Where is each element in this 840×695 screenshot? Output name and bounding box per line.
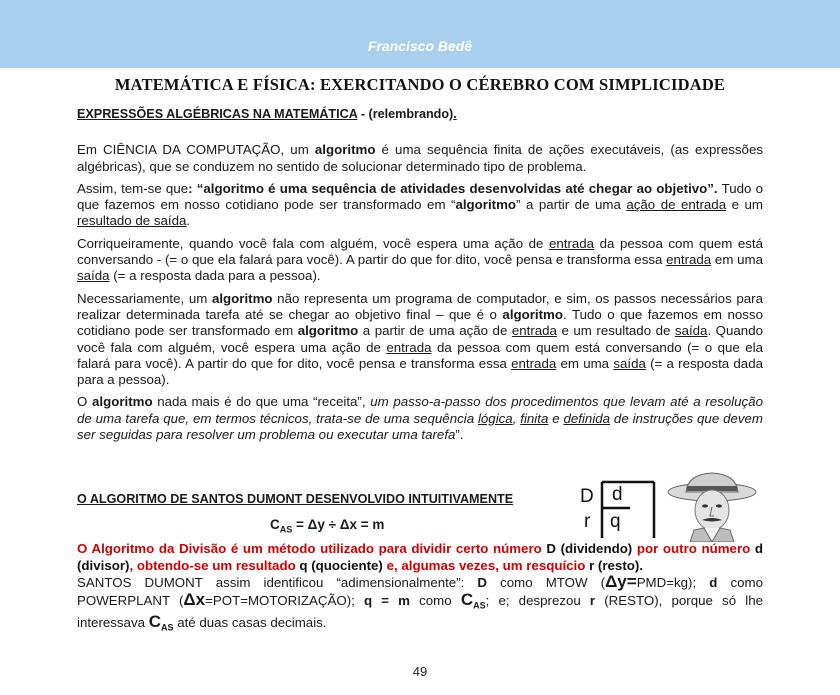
remainder-letter: r bbox=[584, 511, 591, 532]
dividend-letter: D bbox=[580, 486, 594, 507]
division-diagram bbox=[570, 480, 656, 540]
formula: $C_{AS} = \Delta y \div \Delta x = m$ bbox=[270, 517, 385, 535]
section-heading: EXPRESSÕES ALGÉBRICAS NA MATEMÁTICA - (relembrando). bbox=[77, 107, 457, 121]
quotient-letter: q bbox=[610, 511, 621, 532]
paragraph-5: O algoritmo nada mais é do que uma “receita”, um passo-a-passo dos procedimentos que levam até a resolução de uma tarefa que, em termos técnicos, trata-se de uma sequência lógica, finita e definida de instruções que devem ser seguidas para resolver um problema ou executar uma tarefa”. bbox=[77, 394, 763, 443]
santos-dumont-portrait bbox=[664, 470, 760, 542]
header-band bbox=[0, 0, 840, 68]
paragraph-division-algorithm: O Algoritmo da Divisão é um método utilizado para dividir certo número D (dividendo) por outro número d (divisor), obtendo-se um resultado q (quociente) e, algumas vezes, um resquício r (resto). bbox=[77, 541, 763, 573]
page-number: 49 bbox=[412, 664, 428, 679]
paragraph-3: Corriqueiramente, quando você fala com alguém, você espera uma ação de entrada da pessoa com quem está conversando - (= o que ela falará para você). A partir do que for dito, você pensa e transforma essa entrada em uma saída (= a resposta dada para a pessoa). bbox=[77, 235, 764, 284]
paragraph-4: Necessariamente, um algoritmo não representa um programa de computador, e sim, os passos necessários para realizar determinada tarefa até se chegar ao objetivo final – que é o algoritmo. Tudo o que fazemos em nosso cotidiano pode ser transformado em algoritmo a partir de uma ação de entrada e um resultado de saída. Quando você fala com alguém, você espera uma ação de entrada da pessoa com quem está conversando (= o que ela falará para você). A partir do que for dito, você pensa e transforma essa entrada em uma saída (= a resposta dada para a pessoa). bbox=[77, 290, 763, 388]
paragraph-2: Assim, tem-se que: “algoritmo é uma sequência de atividades desenvolvidas até chegar ao objetivo”. Tudo o que fazemos em nosso cotidiano pode ser transformado em “algoritmo” a partir de uma ação de entrada e um resultado de saída. bbox=[77, 180, 763, 229]
santos-dumont-heading: O ALGORITMO DE SANTOS DUMONT DESENVOLVIDO INTUITIVAMENTE bbox=[77, 492, 514, 506]
paragraph-1: Em CIÊNCIA DA COMPUTAÇÃO, um algoritmo é uma sequência finita de ações executáveis, (as expressões algébricas), que se conduzem no sentido de solucionar determinado tipo de problema. bbox=[77, 142, 763, 174]
lower-text bbox=[77, 541, 763, 636]
author-name: Francisco Bedê bbox=[367, 38, 473, 54]
page-title: MATEMÁTICA E FÍSICA: EXERCITANDO O CÉREBRO COM SIMPLICIDADE bbox=[114, 75, 726, 94]
divisor-letter: d bbox=[612, 484, 623, 505]
paragraph-santos-dumont: SANTOS DUMONT assim identificou “adimensionalmente”: D como MTOW (Δy=PMD=kg); d como POWERPLANT (Δx=POT=MOTORIZAÇÃO); q = m como $C_{AS}$; e; desprezou r (RESTO), porque só lhe interessava $C_{AS}$ até duas casas decimais. bbox=[77, 572, 763, 633]
content-body bbox=[77, 106, 763, 449]
